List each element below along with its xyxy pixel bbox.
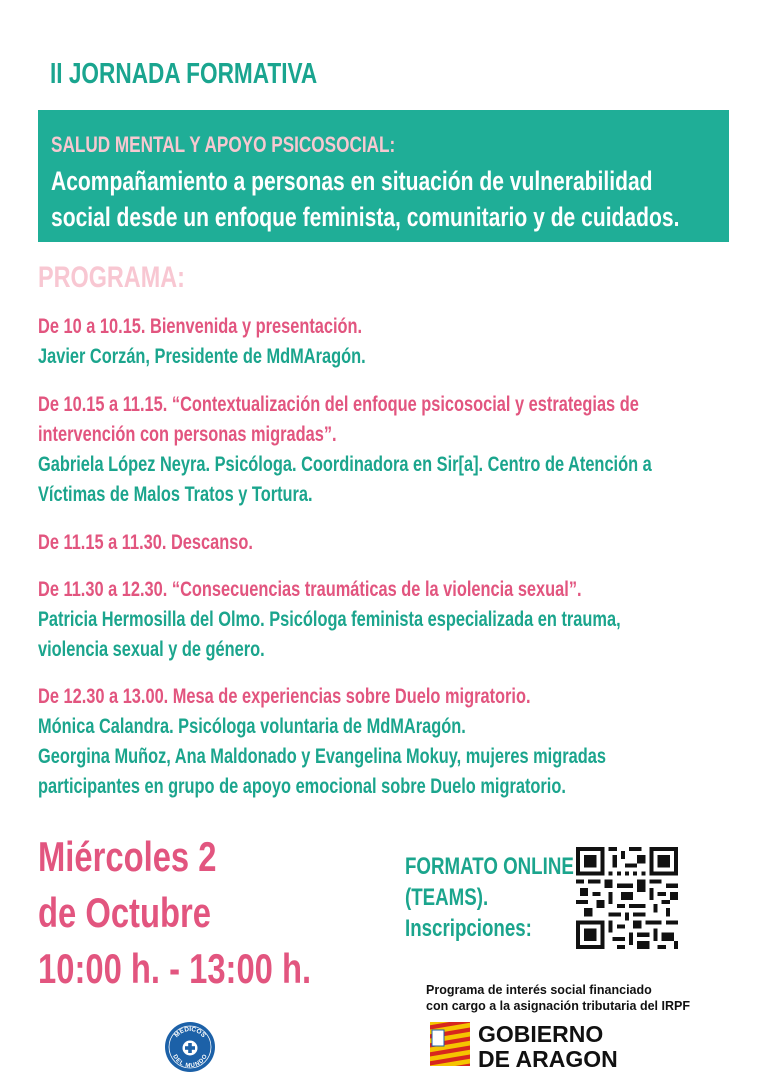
programa-heading: PROGRAMA: (38, 261, 185, 294)
online-platform: (TEAMS). (405, 884, 489, 911)
program-item-5-time: De 12.30 a 13.00. Mesa de experiencias sobre Duelo migratorio. (38, 685, 531, 708)
banner-subtitle: SALUD MENTAL Y APOYO PSICOSOCIAL: (51, 132, 396, 157)
page-title: II JORNADA FORMATIVA (50, 58, 318, 90)
aragon-flag-icon (430, 1022, 470, 1066)
program-item-1-time: De 10 a 10.15. Bienvenida y presentación. (38, 315, 363, 338)
aragon-logo-line-2: DE ARAGON (478, 1046, 618, 1072)
program-item-2-speaker-cont: Víctimas de Malos Tratos y Tortura. (38, 483, 313, 506)
banner-line-2: social desde un enfoque feminista, comunitario y de cuidados. (51, 202, 680, 232)
program-item-5-participants-cont: participantes en grupo de apoyo emocional sobre Duelo migratorio. (38, 775, 566, 798)
date-month: de Octubre (38, 889, 211, 936)
mdm-logo-top-text: MEDICOS (173, 1025, 207, 1040)
online-format: FORMATO ONLINE (405, 853, 574, 880)
qr-code-icon[interactable] (576, 847, 678, 949)
program-item-4-speaker: Patricia Hermosilla del Olmo. Psicóloga feminista especializada en trauma, (38, 608, 621, 631)
medicos-del-mundo-logo (164, 1021, 216, 1073)
date-weekday: Miércoles 2 (38, 833, 217, 880)
program-item-4-time: De 11.30 a 12.30. “Consecuencias traumáticas de la violencia sexual”. (38, 578, 582, 601)
program-item-1-speaker: Javier Corzán, Presidente de MdMAragón. (38, 345, 366, 368)
online-registration: Inscripciones: (405, 915, 532, 942)
program-item-2-speaker: Gabriela López Neyra. Psicóloga. Coordinadora en Sir[a]. Centro de Atención a (38, 453, 652, 476)
program-item-2-title: intervención con personas migradas”. (38, 423, 337, 446)
header-banner (38, 110, 729, 242)
funding-line-2: con cargo a la asignación tributaria del IRPF (426, 999, 690, 1013)
program-item-4-speaker-cont: violencia sexual y de género. (38, 638, 265, 661)
mdm-logo-bottom-text: DEL MUNDO (171, 1053, 209, 1070)
funding-line-1: Programa de interés social financiado (426, 983, 652, 997)
program-item-3-time: De 11.15 a 11.30. Descanso. (38, 531, 253, 554)
program-item-2-time: De 10.15 a 11.15. “Contextualización del enfoque psicosocial y estrategias de (38, 393, 639, 416)
date-time: 10:00 h. - 13:00 h. (38, 945, 312, 992)
program-item-5-participants: Georgina Muñoz, Ana Maldonado y Evangelina Mokuy, mujeres migradas (38, 745, 606, 768)
aragon-logo-line-1: GOBIERNO (478, 1021, 604, 1047)
program-item-5-speaker: Mónica Calandra. Psicóloga voluntaria de MdMAragón. (38, 715, 466, 738)
banner-line-1: Acompañamiento a personas en situación de vulnerabilidad (51, 166, 653, 196)
